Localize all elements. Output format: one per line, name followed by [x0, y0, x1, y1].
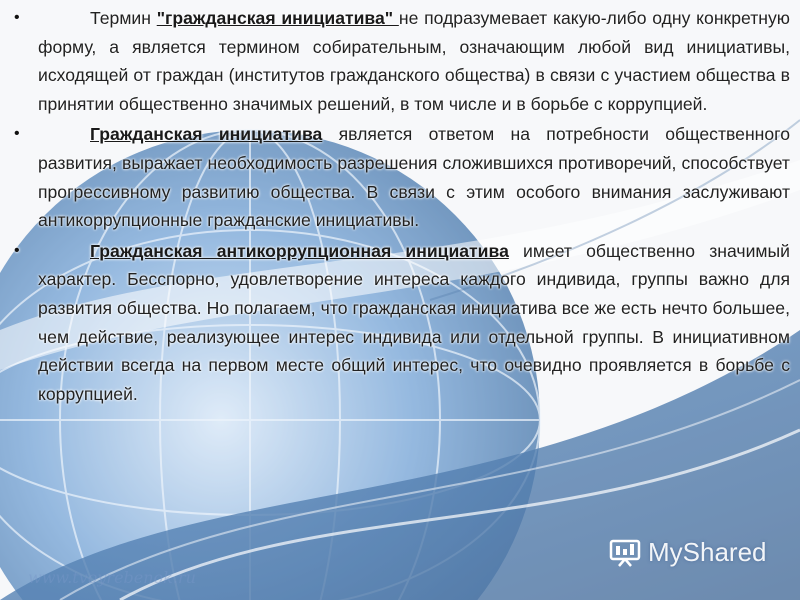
bullet-text: не подразумевает какую-либо одну конкретную форму, а является термином собирательным, означающим любой вид инициативы, исходящей от граждан (институтов гражданского общества) в связи с участием общества в принятии общественно значимых решений, в том числе и в борьбе с коррупцией. — [38, 8, 790, 114]
bullet-item-2 — [10, 120, 790, 234]
source-watermark: www.tvoyrebenok.ru — [28, 568, 196, 587]
bullet-prefix: Термин — [90, 8, 157, 28]
bullet-symbol: • — [14, 241, 20, 259]
bullet-item-1 — [10, 4, 790, 118]
slide-body — [10, 4, 790, 408]
myshared-logo[interactable] — [608, 532, 767, 572]
bullet-symbol: • — [14, 125, 20, 143]
bullet-text: является ответом на потребности общественного развития, выражает необходимость разрешения сложившихся противоречий, способствует прогрессивному развитию общества. В связи с этим особого внимания заслуживают антикоррупционные гражданские инициативы. — [38, 124, 790, 231]
logo-text: MyShared — [648, 536, 767, 567]
bullet-symbol: • — [14, 9, 20, 26]
term-highlight: Гражданская антикоррупционная инициатива — [90, 240, 509, 261]
bullet-text: имеет общественно значимый характер. Бесспорно, удовлетворение интереса каждого индивида, группы важно для развития общества. Но полагаем, что гражданская инициатива все же есть нечто большее, чем действие, реализующее интерес индивида или отдельной группы. В инициативном действии всегда на первом месте общий интерес, что очевидно проявляется в борьбе с коррупцией. — [38, 240, 790, 404]
bullet-item-3 — [10, 237, 790, 409]
term-highlight: "гражданская инициатива" — [156, 8, 399, 28]
term-highlight: Гражданская инициатива — [90, 124, 323, 145]
presentation-icon — [608, 535, 642, 569]
